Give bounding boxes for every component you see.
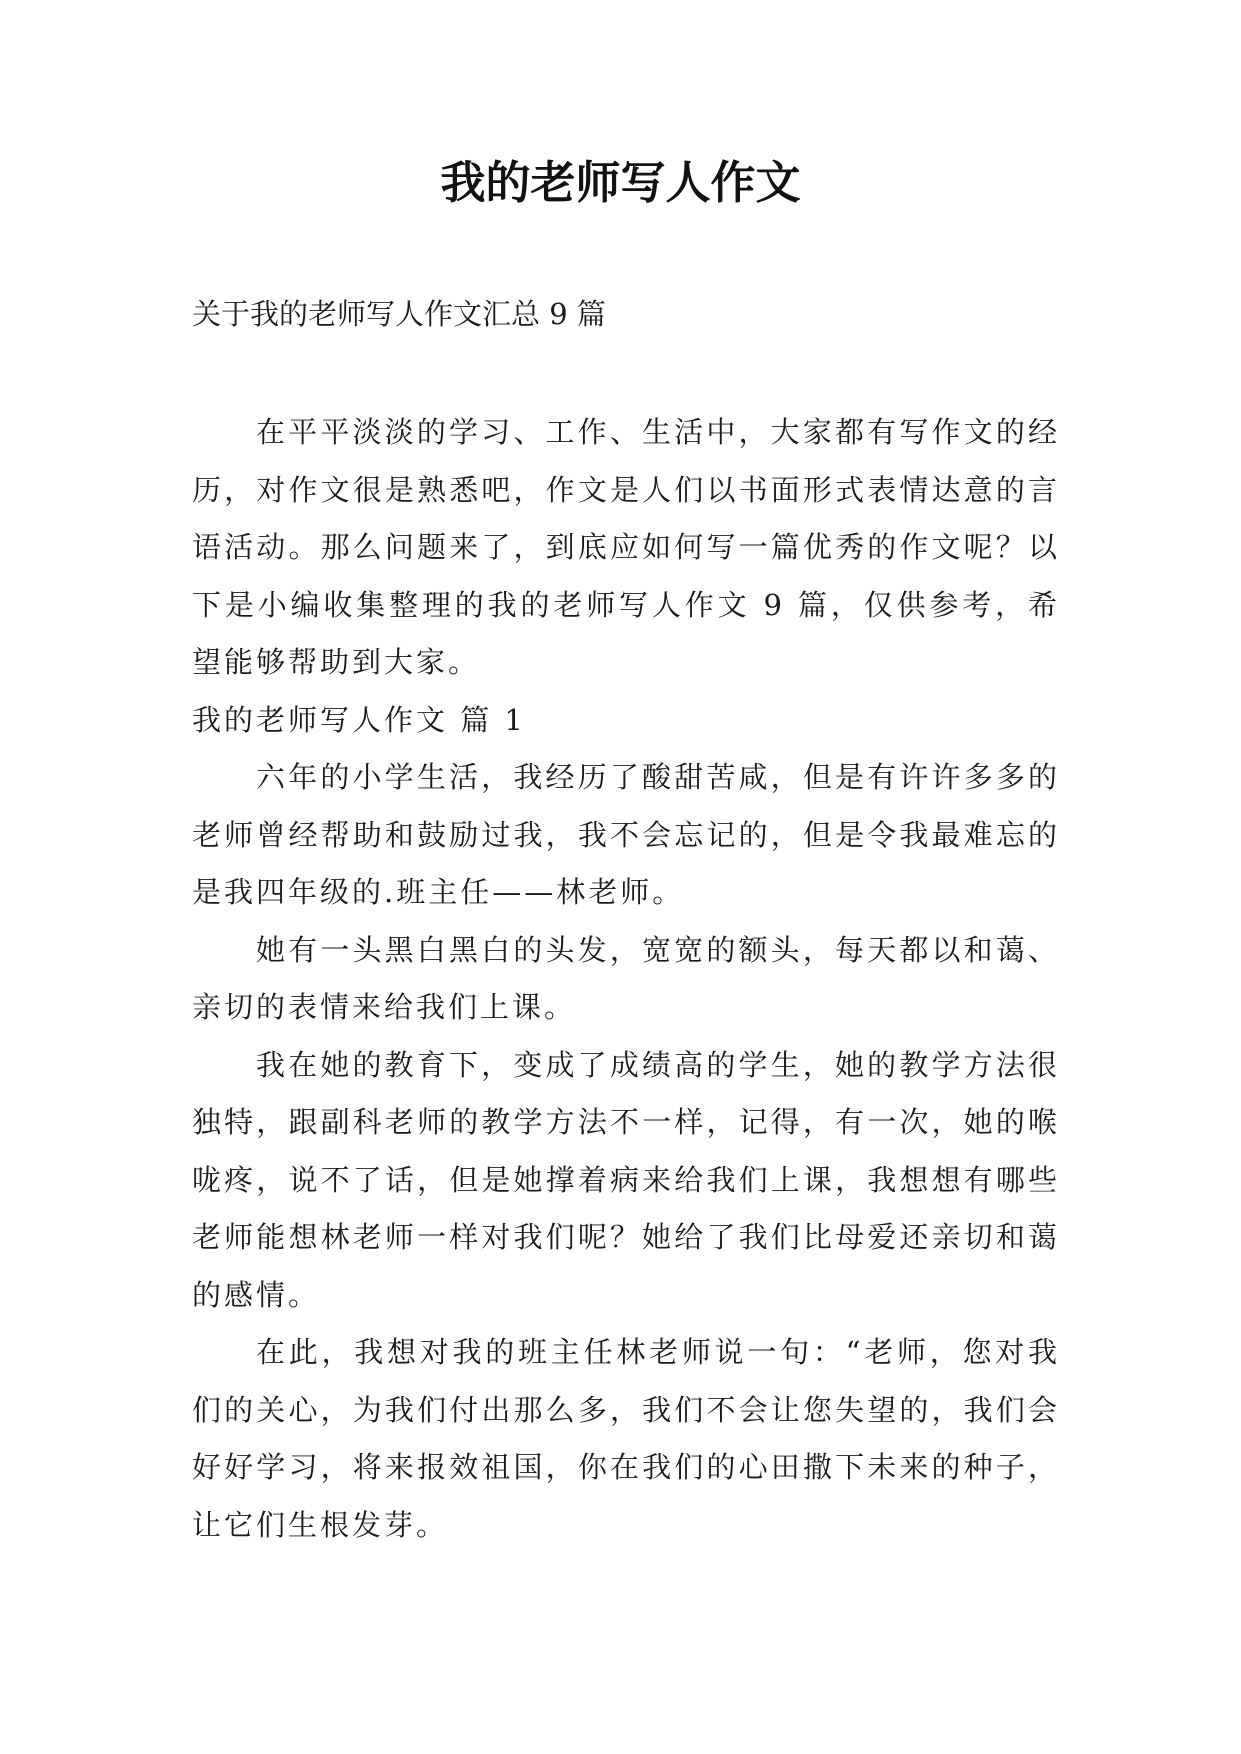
body-paragraph: 她有一头黑白黑白的头发，宽宽的额头，每天都以和蔼、亲切的表情来给我们上课。 [192, 932, 1060, 1024]
body-paragraph: 在此，我想对我的班主任林老师说一句：“老师，您对我们的关心，为我们付出那么多，我们不会让您失望的，我们会好好学习，将来报效祖国，你在我们的心田撒下未来的种子，让它们生根发芽。 [192, 1335, 1060, 1542]
section-heading: 我的老师写人作文 篇 1 [192, 702, 526, 737]
body-paragraph: 我在她的教育下，变成了成绩高的学生，她的教学方法很独特，跟副科老师的教学方法不一样，记得，有一次，她的喉咙疼，说不了话，但是她撑着病来给我们上课，我想想有哪些老师能想林老师一样对我们呢？她给了我们比母爱还亲切和蔼的感情。 [192, 1047, 1060, 1312]
body-paragraph: 六年的小学生活，我经历了酸甜苦咸，但是有许许多多的老师曾经帮助和鼓励过我，我不会忘记的，但是令我最难忘的是我四年级的.班主任——林老师。 [192, 760, 1060, 909]
document-subtitle: 关于我的老师写人作文汇总 9 篇 [192, 297, 606, 331]
document-body [192, 404, 1060, 1554]
document-title: 我的老师写人作文 [440, 156, 801, 209]
intro-paragraph: 在平平淡淡的学习、工作、生活中，大家都有写作文的经历，对作文很是熟悉吧，作文是人们以书面形式表情达意的言语活动。那么问题来了，到底应如何写一篇优秀的作文呢？以下是小编收集整理的我的老师写人作文 9 篇，仅供参考，希望能够帮助到大家。 [192, 415, 1060, 679]
